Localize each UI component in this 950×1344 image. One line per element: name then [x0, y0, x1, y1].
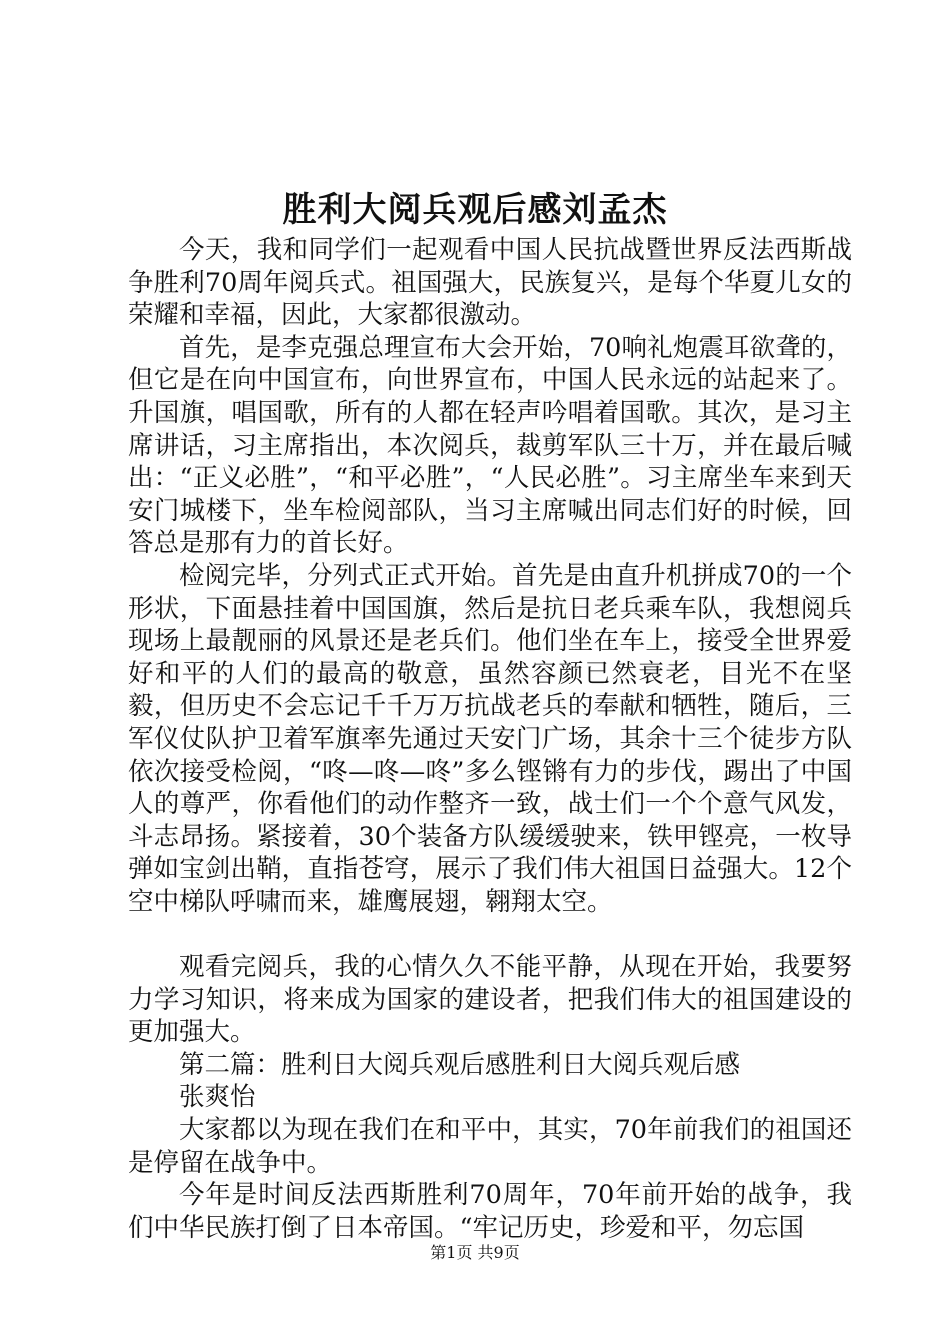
paragraph-peace: 大家都以为现在我们在和平中，其实，70年前我们的祖国还是停留在战争中。 [128, 1115, 852, 1178]
paragraph-anniversary: 今年是时间反法西斯胜利70周年，70年前开始的战争，我们中华民族打倒了日本帝国。“牢记历史，珍爱和平，勿忘国 [128, 1180, 852, 1243]
paragraph-ceremony: 首先，是李克强总理宣布大会开始，70响礼炮震耳欲聋的，但它是在向中国宣布，向世界宣布，中国人民永远的站起来了。升国旗，唱国歌，所有的人都在轻声吟唱着国歌。其次，是习主席讲话，习主席指出，本次阅兵，裁剪军队三十万，并在最后喊出：“正义必胜”，“和平必胜”，“人民必胜”。习主席坐车来到天安门城楼下，坐车检阅部队，当习主席喊出同志们好的时候，回答总是那有力的首长好。 [128, 332, 852, 559]
document-body [128, 234, 852, 1244]
page-number-footer: 第1页 共9页 [430, 1243, 520, 1262]
document-title: 胜利大阅兵观后感刘孟杰 [282, 190, 668, 230]
paragraph-intro: 今天，我和同学们一起观看中国人民抗战暨世界反法西斯战争胜利70周年阅兵式。祖国强大，民族复兴，是每个华夏儿女的荣耀和幸福，因此，大家都很激动。 [128, 235, 852, 331]
second-article-author: 张爽怡 [179, 1082, 256, 1113]
paragraph-reflection: 观看完阅兵，我的心情久久不能平静，从现在开始，我要努力学习知识，将来成为国家的建设者，把我们伟大的祖国建设的更加强大。 [128, 952, 852, 1048]
second-article-heading: 第二篇：胜利日大阅兵观后感胜利日大阅兵观后感 [179, 1049, 741, 1080]
paragraph-parade: 检阅完毕，分列式正式开始。首先是由直升机拼成70的一个形状，下面悬挂着中国国旗，然后是抗日老兵乘车队，我想阅兵现场上最靓丽的风景还是老兵们。他们坐在车上，接受全世界爱好和平的人们的最高的敬意，虽然容颜已然衰老，目光不在坚毅，但历史不会忘记千千万万抗战老兵的奉献和牺牲，随后，三军仪仗队护卫着军旗率先通过天安门广场，其余十三个徒步方队依次接受检阅，“咚—咚—咚”多么铿锵有力的步伐，踢出了中国人的尊严，你看他们的动作整齐一致，战士们一个个意气风发，斗志昂扬。紧接着，30个装备方队缓缓驶来，铁甲铿亮，一枚导弹如宝剑出鞘，直指苍穹，展示了我们伟大祖国日益强大。12个空中梯队呼啸而来，雄鹰展翅，翱翔太空。 [128, 560, 852, 917]
